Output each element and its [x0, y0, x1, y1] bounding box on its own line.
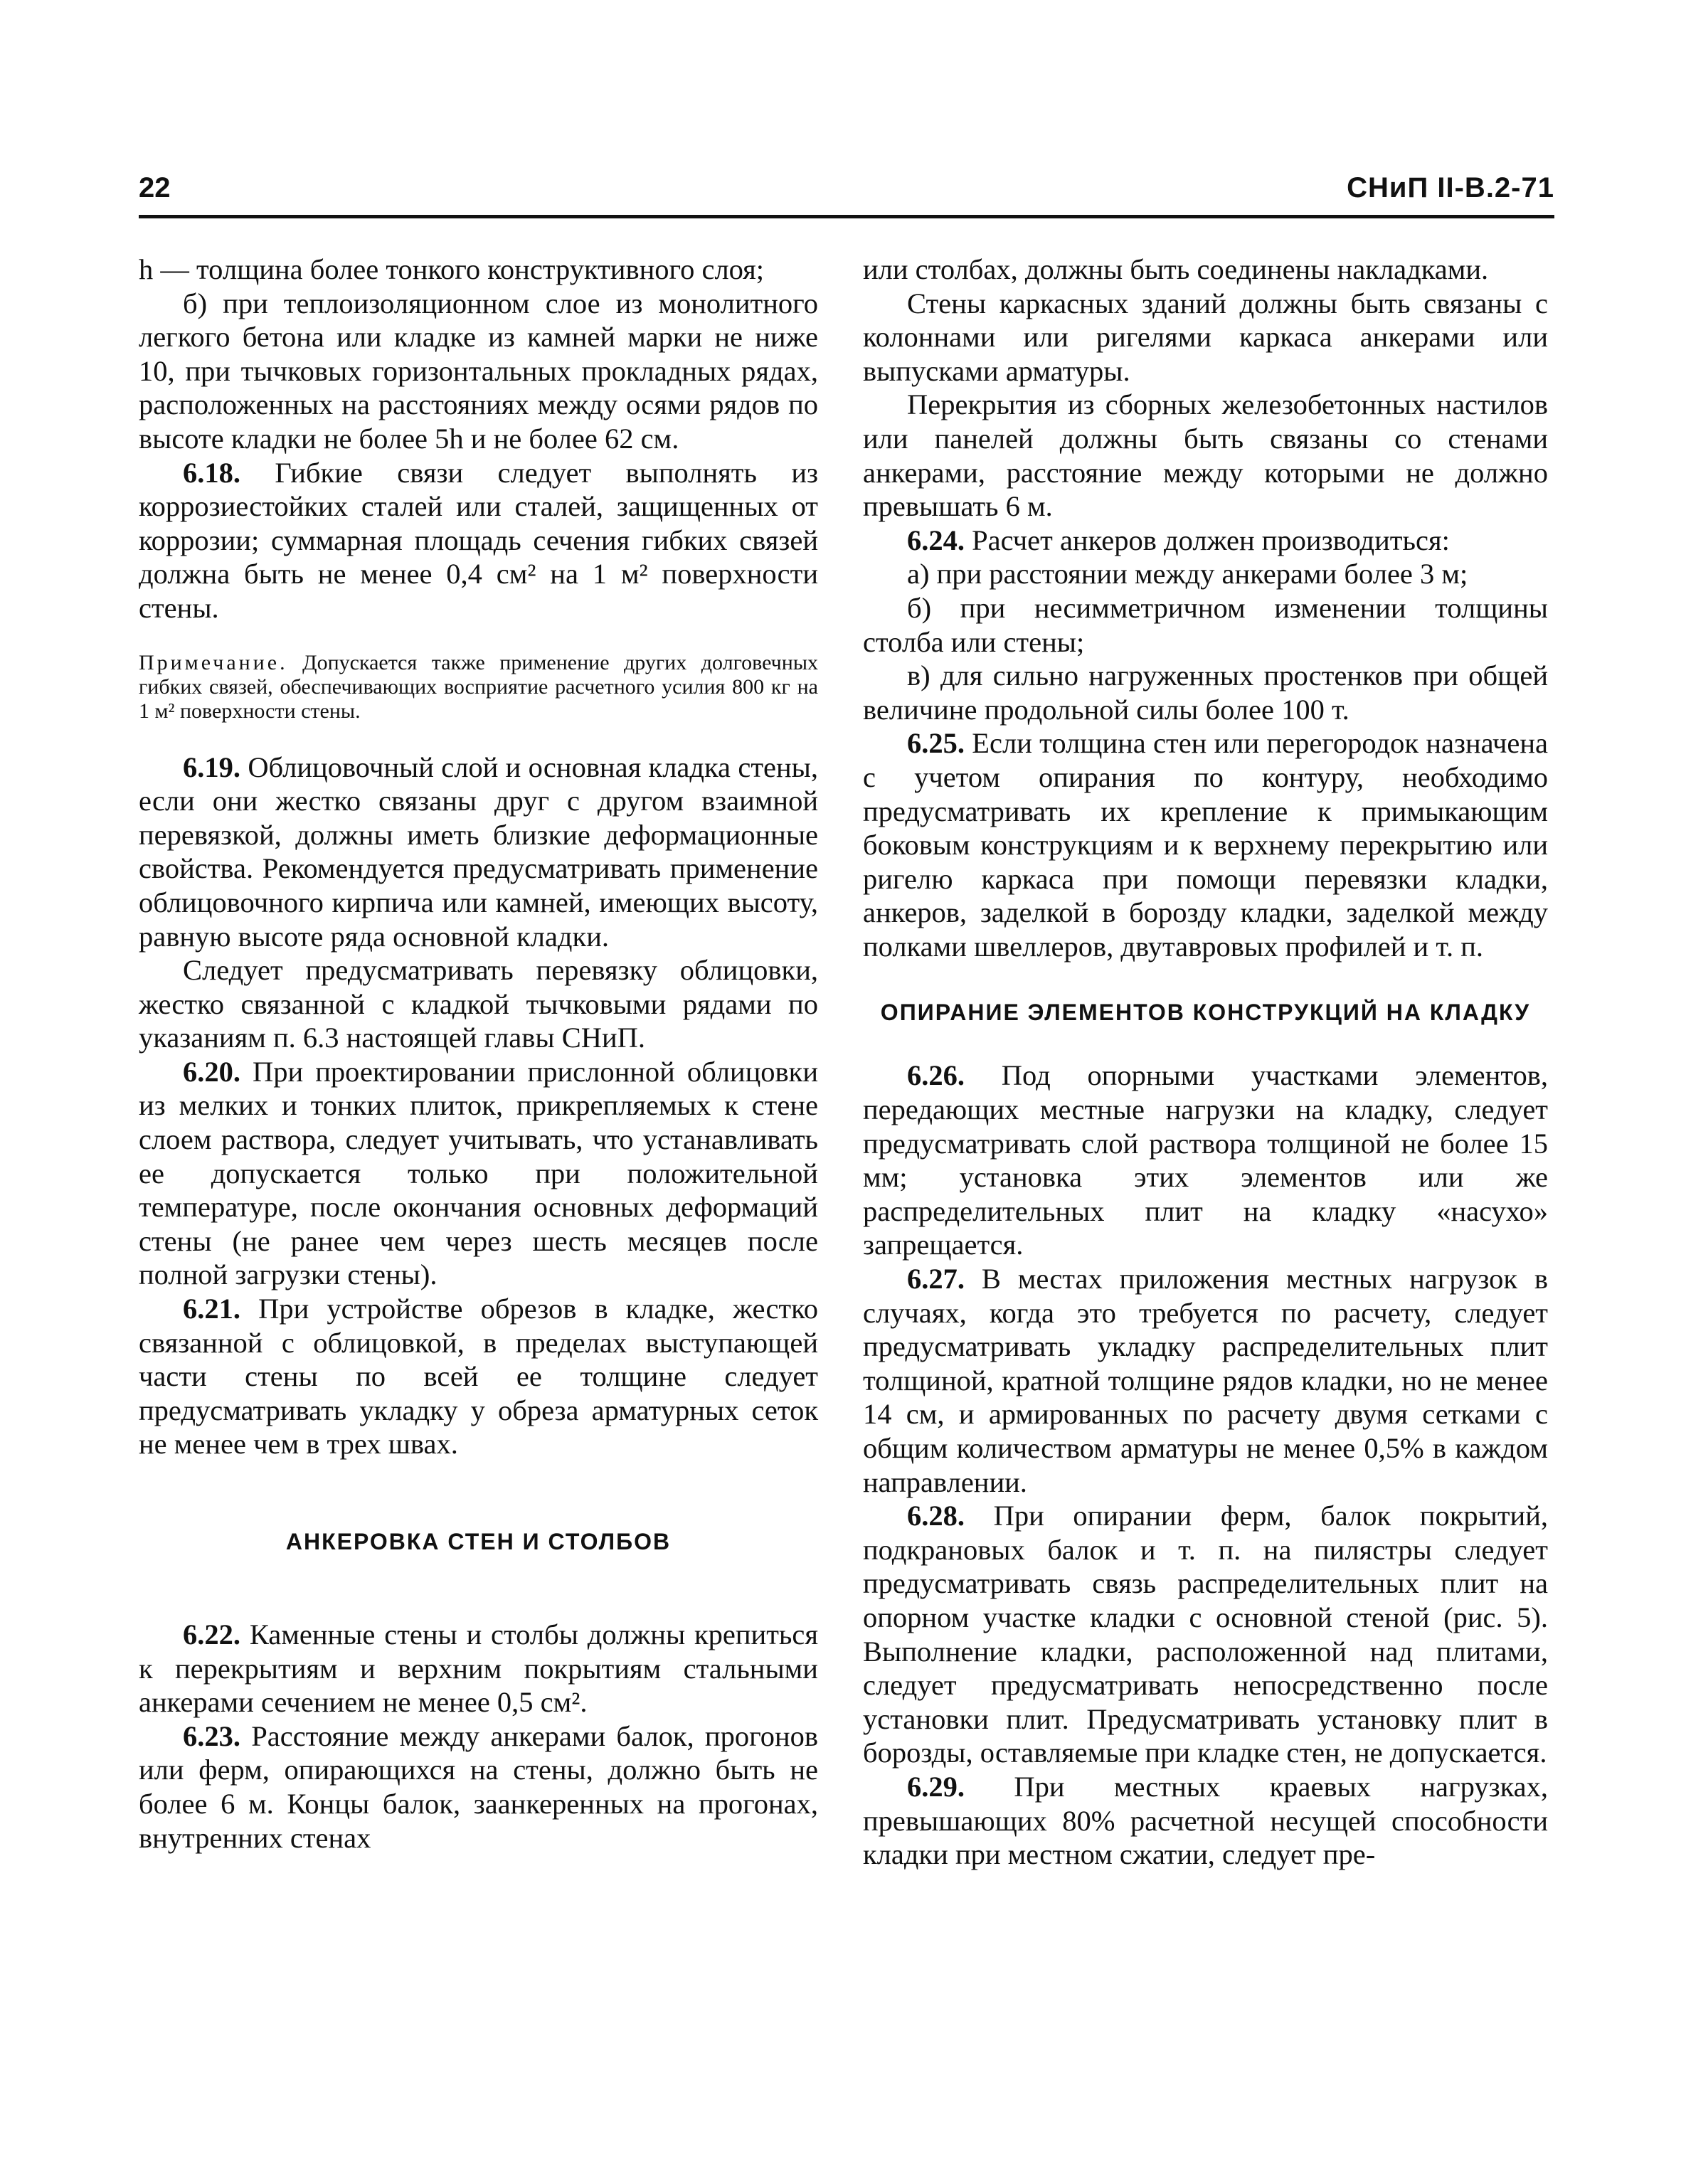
clause-number: 6.26. — [907, 1059, 965, 1092]
note — [139, 651, 818, 723]
clause-text: При проектировании прислонной облицовки из мелких и тонких плиток, прикрепляемых к стене слоем раствора, следует учитывать, что устанавливать ее допускается только при положительной температуре, после окончания основных деформаций стены (не ранее чем через шесть месяцев после полной загрузки стены). — [139, 1055, 819, 1291]
section-title: ОПИРАНИЕ ЭЛЕМЕНТОВ КОНСТРУКЦИЙ НА КЛАДКУ — [880, 1000, 1531, 1026]
section-title: АНКЕРОВКА СТЕН И СТОЛБОВ — [285, 1529, 672, 1554]
list-item: в) для сильно нагруженных простенков при общей величине продольной силы более 100 т. — [863, 659, 1548, 726]
clause-text: Расчет анкеров должен производиться: — [972, 524, 1450, 556]
clause-6-21 — [139, 1292, 818, 1461]
list-item: а) при расстоянии между анкерами более 3 м; — [907, 558, 1468, 590]
clause-text: Если толщина стен или перегородок назначена с учетом опирания по контуру, необходимо предусматривать их крепление к примыкающим боковым конструкциям и к верхнему перекрытию или ригелю каркаса при помощи перевязки кладки, анкеров, заделкой в борозду кладки, заделкой между полками швеллеров, двутавровых профилей и т. п. — [863, 727, 1548, 963]
page-header — [139, 171, 1554, 218]
clause-text: Расстояние между анкерами балок, прогонов или ферм, опирающихся на стены, должно быть не более 6 м. Концы балок, заанкеренных на прогонах, внутренних стенах — [139, 1719, 818, 1854]
paragraph: Следует предусматривать перевязку облицовки, жестко связанной с кладкой тычковыми рядами по указаниям п. 6.3 настоящей главы СНиП. — [139, 954, 818, 1054]
right-column — [863, 253, 1548, 1872]
clause-6-19 — [139, 751, 818, 954]
clause-6-24 — [863, 524, 1548, 558]
paragraph: Стены каркасных зданий должны быть связаны с колоннами или ригелями каркаса анкерами или выпусками арматуры. — [863, 287, 1548, 387]
clause-number: 6.29. — [907, 1770, 965, 1803]
clause-text: Каменные стены и столбы должны крепиться к перекрытиям и верхним покрытиям стальными анкерами сечением не менее 0,5 см². — [139, 1618, 818, 1719]
clause-6-25 — [863, 726, 1548, 963]
clause-number: 6.24. — [907, 524, 965, 556]
paragraph: Перекрытия из сборных железобетонных настилов или панелей должны быть связаны со стенами анкерами, расстояние между которыми не должно превышать 6 м. — [863, 388, 1548, 523]
clause-number: 6.20. — [183, 1055, 240, 1088]
document-code: СНиП II-В.2-71 — [1347, 172, 1554, 203]
clause-number: 6.28. — [907, 1500, 965, 1532]
paragraph: или столбах, должны быть соединены накладками. — [863, 253, 1489, 285]
clause-number: 6.27. — [907, 1263, 965, 1295]
left-column — [139, 253, 818, 1855]
clause-text: Облицовочный слой и основная кладка стены, если они жестко связаны друг с другом взаимной перевязкой, должны иметь близкие деформационные свойства. Рекомендуется предусматривать применение облицовочного кирпича или камней, имеющих высоту, равную высоте ряда основной кладки. — [139, 751, 819, 953]
clause-number: 6.21. — [183, 1293, 240, 1325]
clause-text: Под опорными участками элементов, передающих местные нагрузки на кладку, следует предусматривать слой раствора толщиной не более 15 мм; установка этих элементов или же распределительных плит на кладку «насухо» запрещается. — [863, 1059, 1548, 1261]
paragraph: б) при теплоизоляционном слое из монолитного легкого бетона или кладке из камней марки не ниже 10, при тычковых горизонтальных прокладных рядах, расположенных на расстояниях между осями рядов по высоте кладки не более 5h и не более 62 см. — [139, 287, 818, 455]
clause-6-20 — [139, 1055, 818, 1292]
clause-number: 6.25. — [907, 727, 965, 760]
clause-6-22 — [139, 1618, 818, 1719]
clause-number: 6.18. — [183, 456, 240, 489]
paragraph: h — толщина более тонкого конструктивного слоя; — [139, 253, 765, 285]
page-number: 22 — [139, 172, 171, 203]
clause-6-29 — [863, 1770, 1548, 1872]
clause-6-18 — [139, 456, 818, 625]
clause-6-28 — [863, 1499, 1548, 1770]
clause-text: При устройстве обрезов в кладке, жестко связанной с облицовкой, в пределах выступающей части стены по всей ее толщине следует предусматривать укладку у обреза арматурных сеток не менее чем в трех швах. — [139, 1293, 818, 1461]
clause-6-27 — [863, 1262, 1548, 1499]
note-label: Примечание. — [139, 650, 288, 674]
clause-number: 6.19. — [183, 751, 240, 783]
clause-6-23 — [139, 1719, 818, 1855]
clause-number: 6.23. — [183, 1719, 240, 1752]
clause-text: В местах приложения местных нагрузок в случаях, когда это требуется по расчету, следует предусматривать укладку распределительных плит толщиной, кратной толщине рядов кладки, но не менее 14 см, и армированных по расчету двумя сетками с общим количеством арматуры не менее 0,5% в каждом направлении. — [863, 1263, 1548, 1498]
clause-text: При местных краевых нагрузках, превышающих 80% расчетной несущей способности кладки при местном сжатии, следует пре- — [863, 1770, 1548, 1871]
clause-text: При опирании ферм, балок покрытий, подкрановых балок и т. п. на пилястры следует предусматривать связь распределительных плит на опорном участке кладки с основной стеной (рис. 5). Выполнение кладки, расположенной над плитами, следует предусматривать непосредственно после установки плит. Предусматривать установку плит в борозды, оставляемые при кладке стен, не допускается. — [863, 1500, 1549, 1769]
clause-number: 6.22. — [183, 1618, 240, 1650]
note-text: Допускается также применение других долговечных гибких связей, обеспечивающих восприятие расчетного усилия 800 кг на 1 м² поверхности стены. — [139, 650, 818, 723]
clause-6-26 — [863, 1059, 1548, 1262]
clause-text: Гибкие связи следует выполнять из коррозиестойких сталей или сталей, защищенных от коррозии; суммарная площадь сечения гибких связей должна быть не менее 0,4 см² на 1 м² поверхности стены. — [139, 456, 818, 624]
list-item: б) при несимметричном изменении толщины столба или стены; — [863, 591, 1548, 658]
